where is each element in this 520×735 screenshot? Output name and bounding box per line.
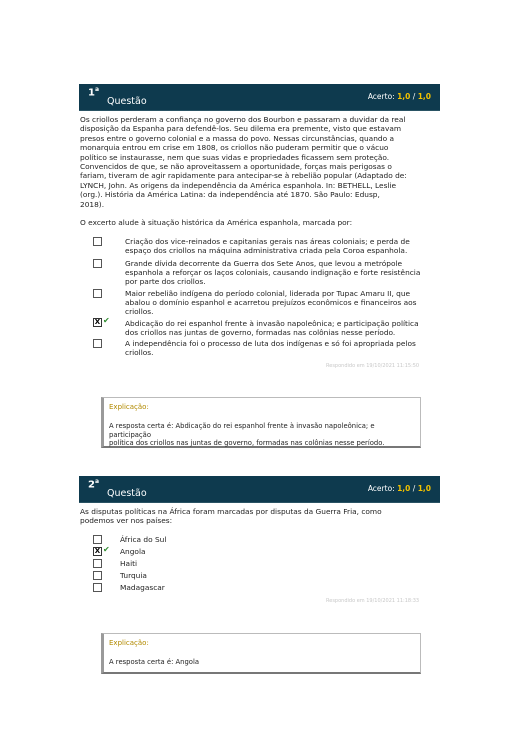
option-checkbox[interactable]: [93, 237, 102, 246]
option-text: Turquia: [120, 571, 147, 580]
option-checkbox-checked[interactable]: X: [94, 318, 101, 326]
question-label: Questão: [107, 96, 147, 107]
option-checkbox[interactable]: [93, 289, 102, 298]
option-checkbox[interactable]: [93, 339, 102, 348]
answered-at: Respondido em 19/10/2021 11:18:33: [326, 598, 420, 604]
option-checkbox-checked[interactable]: X: [94, 547, 101, 555]
score: Acerto: 1,0 / 1,0: [367, 484, 431, 493]
explanation-title: Explicação:: [109, 639, 149, 647]
option-text: Haiti: [120, 559, 138, 568]
question-1-header: [79, 84, 440, 110]
header-rule: [79, 110, 440, 111]
option-checkbox[interactable]: [93, 259, 102, 268]
explanation-title: Explicação:: [109, 403, 149, 411]
score: Acerto: 1,0 / 1,0: [367, 92, 431, 101]
question-1-passage: Os criollos perderam a confiança no governo dos Bourbon e passaram a duvidar da real disposição da Espanha para defendê-los. Seu dilema era premente, visto que estavam presos entre o governo colonial e a massa do povo. Nessas circunstâncias, quando a monarquia entrou em crise em 1808, os criollos não puderam permitir que o vácuo político se instaurasse, nem que suas vidas e propriedades ficassem sem proteção. Convencidos de que, se não aproveitassem a oportunidade, forças mais perigosas o fariam, tiveram de agir rapidamente para antecipar-se à rebelião popular (Adaptado de: LYNCH, John. As origens da independência da América espanhola. In: BETHELL, Leslie (org.). História da América Latina: da independência até 1870. São Paulo: Edusp, 2018).: [80, 115, 407, 209]
question-1-prompt: O excerto alude à situação histórica da América espanhola, marcada por:: [80, 218, 353, 227]
option-text: Madagascar: [120, 583, 165, 592]
question-number: 1$^a$: [88, 86, 100, 99]
correct-check-icon: ✔: [103, 545, 110, 554]
explanation-text: A resposta certa é: Angola: [109, 658, 200, 666]
option-text: Maior rebelião indígena do período colonial, liderada por Tupac Amaru II, que abalou o domínio espanhol e acarretou prejuízos econômicos e financeiros aos criollos.: [125, 289, 417, 317]
option-checkbox[interactable]: [93, 535, 102, 544]
option-text: Angola: [120, 547, 146, 556]
question-2-header: [79, 476, 440, 502]
answered-at: Respondido em 19/10/2021 11:15:50: [326, 363, 420, 369]
explanation-box: [101, 633, 421, 674]
option-text: Grande dívida decorrente da Guerra dos Sete Anos, que levou a metrópole espanhola a reforçar os laços coloniais, causando indignação e forte resistência por parte dos criollos.: [125, 259, 421, 287]
header-rule: [79, 502, 440, 503]
option-text: Criação dos vice-reinados e capitanias gerais nas áreas coloniais; e perda de espaço dos criollos na máquina administrativa criada pela Coroa espanhola.: [125, 237, 410, 256]
question-label: Questão: [107, 488, 147, 499]
option-checkbox[interactable]: [93, 571, 102, 580]
option-checkbox[interactable]: [93, 559, 102, 568]
correct-check-icon: ✔: [103, 316, 110, 325]
option-text: África do Sul: [120, 535, 167, 544]
question-number: 2$^a$: [88, 478, 100, 491]
explanation-text: A resposta certa é: Abdicação do rei espanhol frente à invasão napoleônica; e participação política dos criollos nas juntas de governo, formadas nas colônias nesse período.: [109, 422, 385, 448]
question-2-prompt: As disputas políticas na África foram marcadas por disputas da Guerra Fria, como podemos ver nos países:: [80, 507, 382, 526]
explanation-box: [101, 397, 421, 448]
option-text: Abdicação do rei espanhol frente à invasão napoleônica; e participação política dos criollos nas juntas de governo, formadas nas colônias nesse período.: [125, 319, 419, 338]
option-checkbox[interactable]: [93, 583, 102, 592]
option-text: A independência foi o processo de luta dos indígenas e só foi apropriada pelos criollos.: [125, 339, 416, 358]
